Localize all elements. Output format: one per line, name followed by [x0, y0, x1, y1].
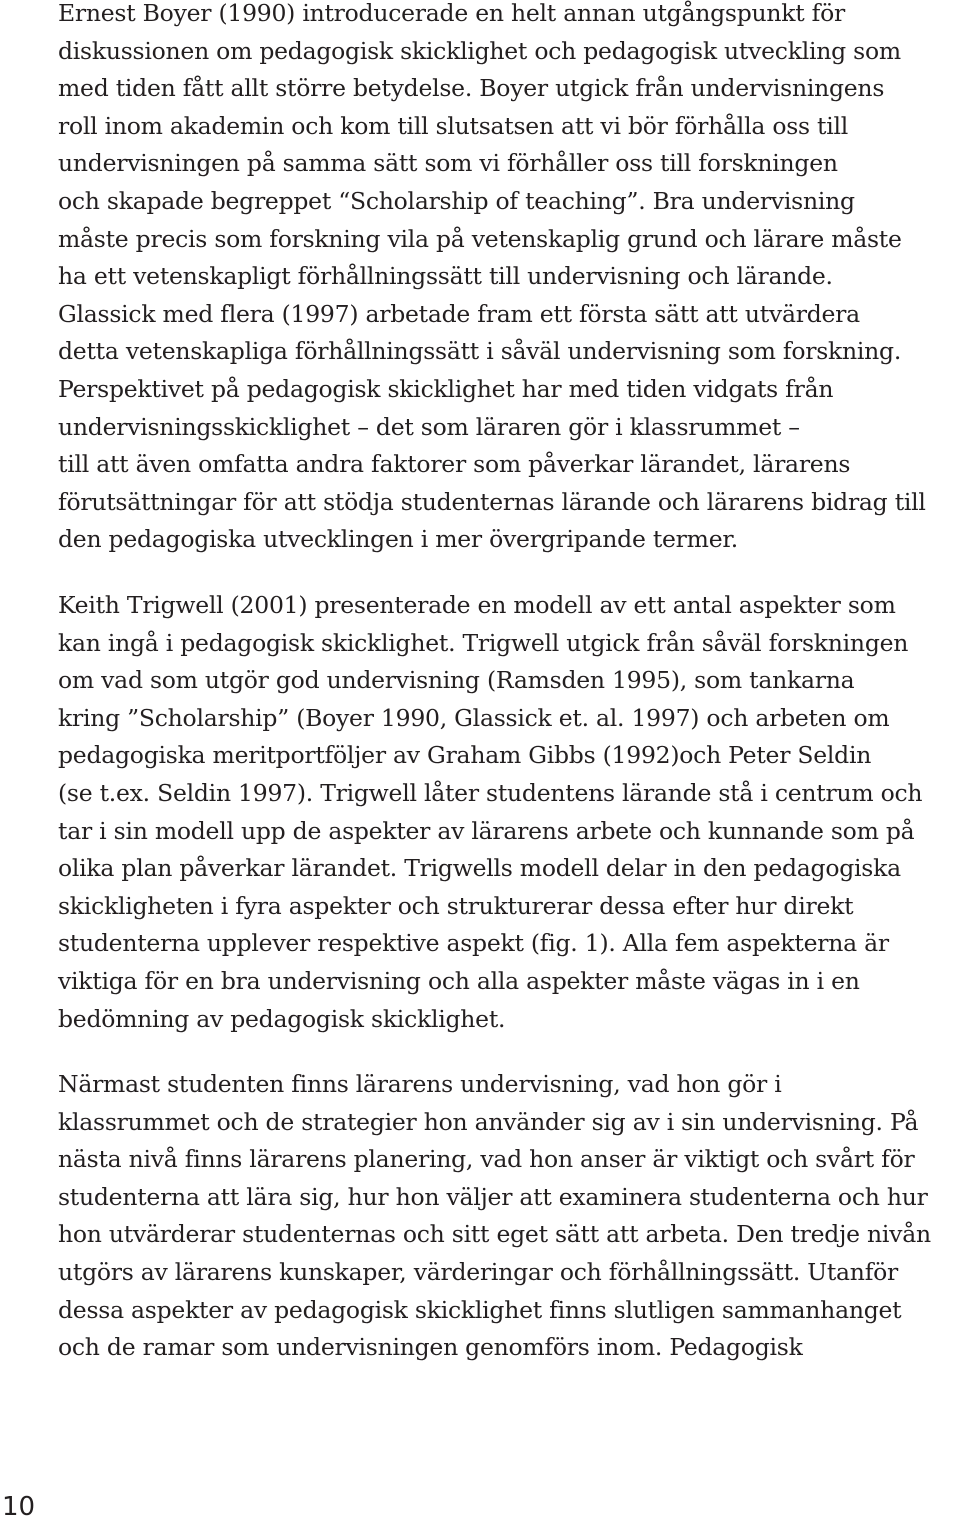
text-line: med tiden fått allt större betydelse. Boyer utgick från undervisningens — [58, 74, 885, 103]
text-line: klassrummet och de strategier hon använder sig av i sin undervisning. På — [58, 1107, 919, 1136]
text-line: den pedagogiska utvecklingen i mer övergripande termer. — [58, 525, 738, 554]
text-line: om vad som utgör god undervisning (Ramsden 1995), som tankarna — [58, 666, 855, 695]
text-line: förutsättningar för att stödja studenternas lärande och lärarens bidrag till — [58, 487, 926, 516]
text-line: studenterna att lära sig, hur hon väljer att examinera studenterna och hur — [58, 1182, 928, 1211]
text-line: undervisningsskicklighet – det som läraren gör i klassrummet – — [58, 412, 800, 441]
text-line: skickligheten i fyra aspekter och strukturerar dessa efter hur direkt — [58, 891, 854, 920]
text-line: Glassick med flera (1997) arbetade fram ett första sätt att utvärdera — [58, 299, 860, 328]
text-line: Ernest Boyer (1990) introducerade en helt annan utgångspunkt för — [58, 0, 846, 27]
text-line: utgörs av lärarens kunskaper, värderingar och förhållningssätt. Utanför — [58, 1257, 899, 1286]
text-line: måste precis som forskning vila på vetenskaplig grund och lärare måste — [58, 224, 902, 253]
text-line: diskussionen om pedagogisk skicklighet och pedagogisk utveckling som — [58, 36, 901, 65]
paragraph-boyer — [58, 0, 926, 559]
text-line: pedagogiska meritportföljer av Graham Gibbs (1992)och Peter Seldin — [58, 741, 872, 770]
text-line: roll inom akademin och kom till slutsatsen att vi bör förhålla oss till — [58, 111, 849, 140]
text-line: ha ett vetenskapligt förhållningssätt till undervisning och lärande. — [58, 262, 833, 291]
text-line: viktiga för en bra undervisning och alla aspekter måste vägas in i en — [58, 966, 860, 995]
text-line: Närmast studenten finns lärarens undervisning, vad hon gör i — [58, 1070, 782, 1098]
text-line: Perspektivet på pedagogisk skicklighet har med tiden vidgats från — [58, 374, 834, 403]
text-line: detta vetenskapliga förhållningssätt i såväl undervisning som forskning. — [58, 337, 902, 366]
text-line: studenterna upplever respektive aspekt (fig. 1). Alla fem aspekterna är — [58, 929, 889, 958]
text-line: olika plan påverkar lärandet. Trigwells modell delar in den pedagogiska — [58, 854, 901, 883]
paragraph-model-levels — [58, 1066, 931, 1367]
text-line: undervisningen på samma sätt som vi förhåller oss till forskningen — [58, 149, 838, 178]
text-line: dessa aspekter av pedagogisk skicklighet finns slutligen sammanhanget — [58, 1295, 902, 1324]
text-line: bedömning av pedagogisk skicklighet. — [58, 1004, 506, 1033]
text-line: nästa nivå finns lärarens planering, vad hon anser är viktigt och svårt för — [58, 1145, 915, 1174]
text-line: kring ”Scholarship” (Boyer 1990, Glassick et. al. 1997) och arbeten om — [58, 703, 890, 732]
text-line: (se t.ex. Seldin 1997). Trigwell låter studentens lärande stå i centrum och — [58, 778, 923, 807]
text-line: kan ingå i pedagogisk skicklighet. Trigwell utgick från såväl forskningen — [58, 628, 909, 657]
text-line: Keith Trigwell (2001) presenterade en modell av ett antal aspekter som — [58, 591, 896, 619]
text-line: tar i sin modell upp de aspekter av lärarens arbete och kunnande som på — [58, 816, 915, 845]
paragraph-trigwell — [58, 587, 922, 1038]
text-line: hon utvärderar studenternas och sitt eget sätt att arbeta. Den tredje nivån — [58, 1220, 931, 1249]
text-line: till att även omfatta andra faktorer som påverkar lärandet, lärarens — [58, 450, 851, 479]
page-number: 10 — [2, 1492, 36, 1522]
text-line: och skapade begreppet “Scholarship of teaching”. Bra undervisning — [58, 186, 855, 215]
text-line: och de ramar som undervisningen genomförs inom. Pedagogisk — [58, 1333, 803, 1362]
